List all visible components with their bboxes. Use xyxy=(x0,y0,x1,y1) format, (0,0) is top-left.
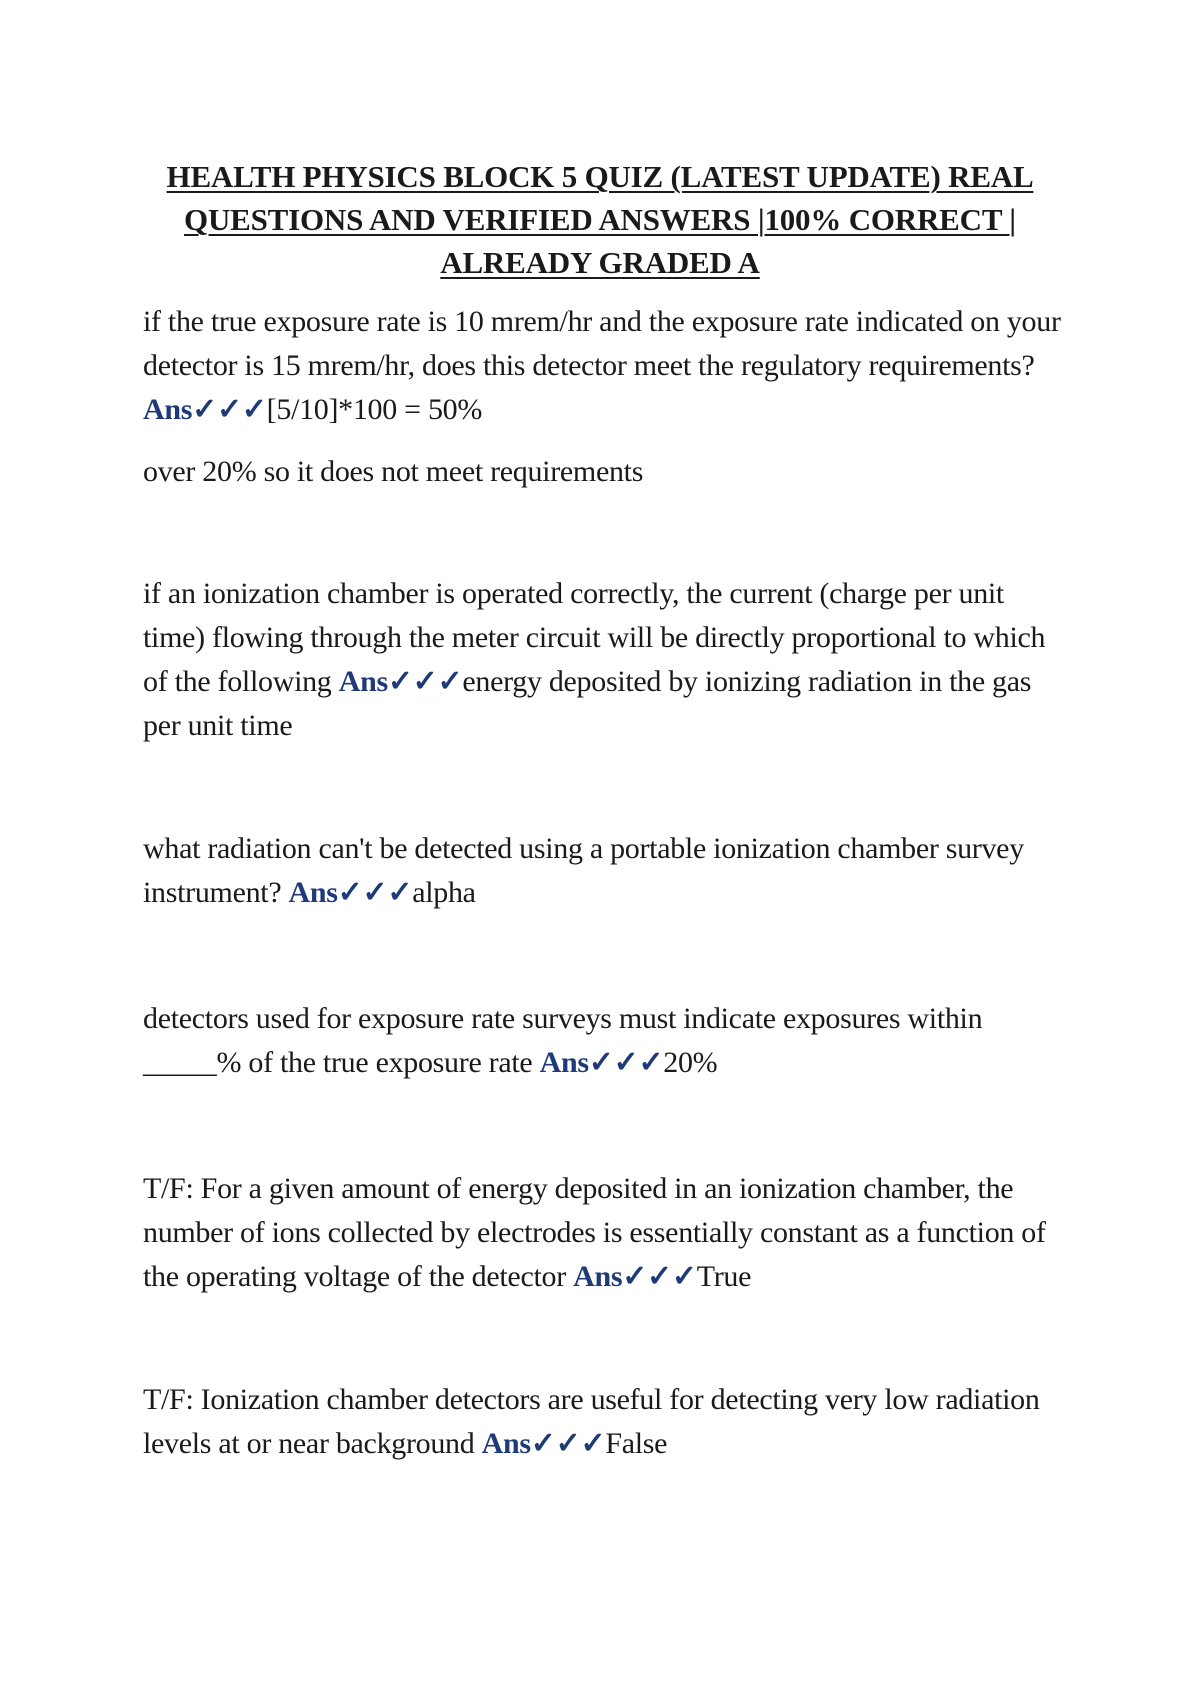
answer-text: energy deposited by ionizing radiation in the gas per unit time xyxy=(143,665,1032,742)
check-marks-icon: ✓✓✓ xyxy=(192,393,267,426)
answer-text: alpha xyxy=(412,876,476,909)
answer-label: Ans xyxy=(573,1260,623,1293)
question-5 xyxy=(143,1167,1063,1299)
question-1 xyxy=(143,300,1063,432)
answer-label: Ans xyxy=(481,1427,531,1460)
document-title: HEALTH PHYSICS BLOCK 5 QUIZ (LATEST UPDATE) REAL QUESTIONS AND VERIFIED ANSWERS |100% CORRECT | ALREADY GRADED A xyxy=(166,159,1034,280)
question-text: T/F: Ionization chamber detectors are useful for detecting very low radiation levels at or near background xyxy=(143,1383,1040,1460)
question-2 xyxy=(143,572,1063,748)
answer-text: True xyxy=(696,1260,752,1293)
answer-label: Ans xyxy=(143,393,193,426)
question-text: T/F: For a given amount of energy deposited in an ionization chamber, the number of ions collected by electrodes is essentially constant as a function of the operating voltage of the detector xyxy=(143,1172,1046,1293)
answer-label: Ans xyxy=(288,876,338,909)
question-text: if the true exposure rate is 10 mrem/hr and the exposure rate indicated on your detector is 15 mrem/hr, does this detector meet the regulatory requirements? xyxy=(143,305,1061,382)
check-marks-icon: ✓✓✓ xyxy=(622,1260,697,1293)
check-marks-icon: ✓✓✓ xyxy=(387,665,463,698)
check-marks-icon: ✓✓✓ xyxy=(337,876,413,909)
check-marks-icon: ✓✓✓ xyxy=(530,1427,606,1460)
answer-text: False xyxy=(605,1427,668,1460)
question-text: what radiation can't be detected using a portable ionization chamber survey instrument? xyxy=(143,832,1024,909)
answer-label: Ans xyxy=(539,1046,589,1079)
question-6 xyxy=(143,1378,1063,1466)
question-4 xyxy=(143,997,1063,1085)
answer-text-continued: over 20% so it does not meet requirements xyxy=(143,455,644,488)
question-text: if an ionization chamber is operated correctly, the current (charge per unit time) flowing through the meter circuit will be directly proportional to which of the following xyxy=(143,577,1046,698)
answer-label: Ans xyxy=(338,665,388,698)
question-3 xyxy=(143,827,1063,915)
question-text: detectors used for exposure rate surveys must indicate exposures within _____% of the true exposure rate xyxy=(143,1002,983,1079)
answer-continuation xyxy=(143,450,1063,494)
answer-text: 20% xyxy=(663,1046,718,1079)
check-marks-icon: ✓✓✓ xyxy=(588,1046,664,1079)
answer-text: [5/10]*100 = 50% xyxy=(266,393,483,426)
